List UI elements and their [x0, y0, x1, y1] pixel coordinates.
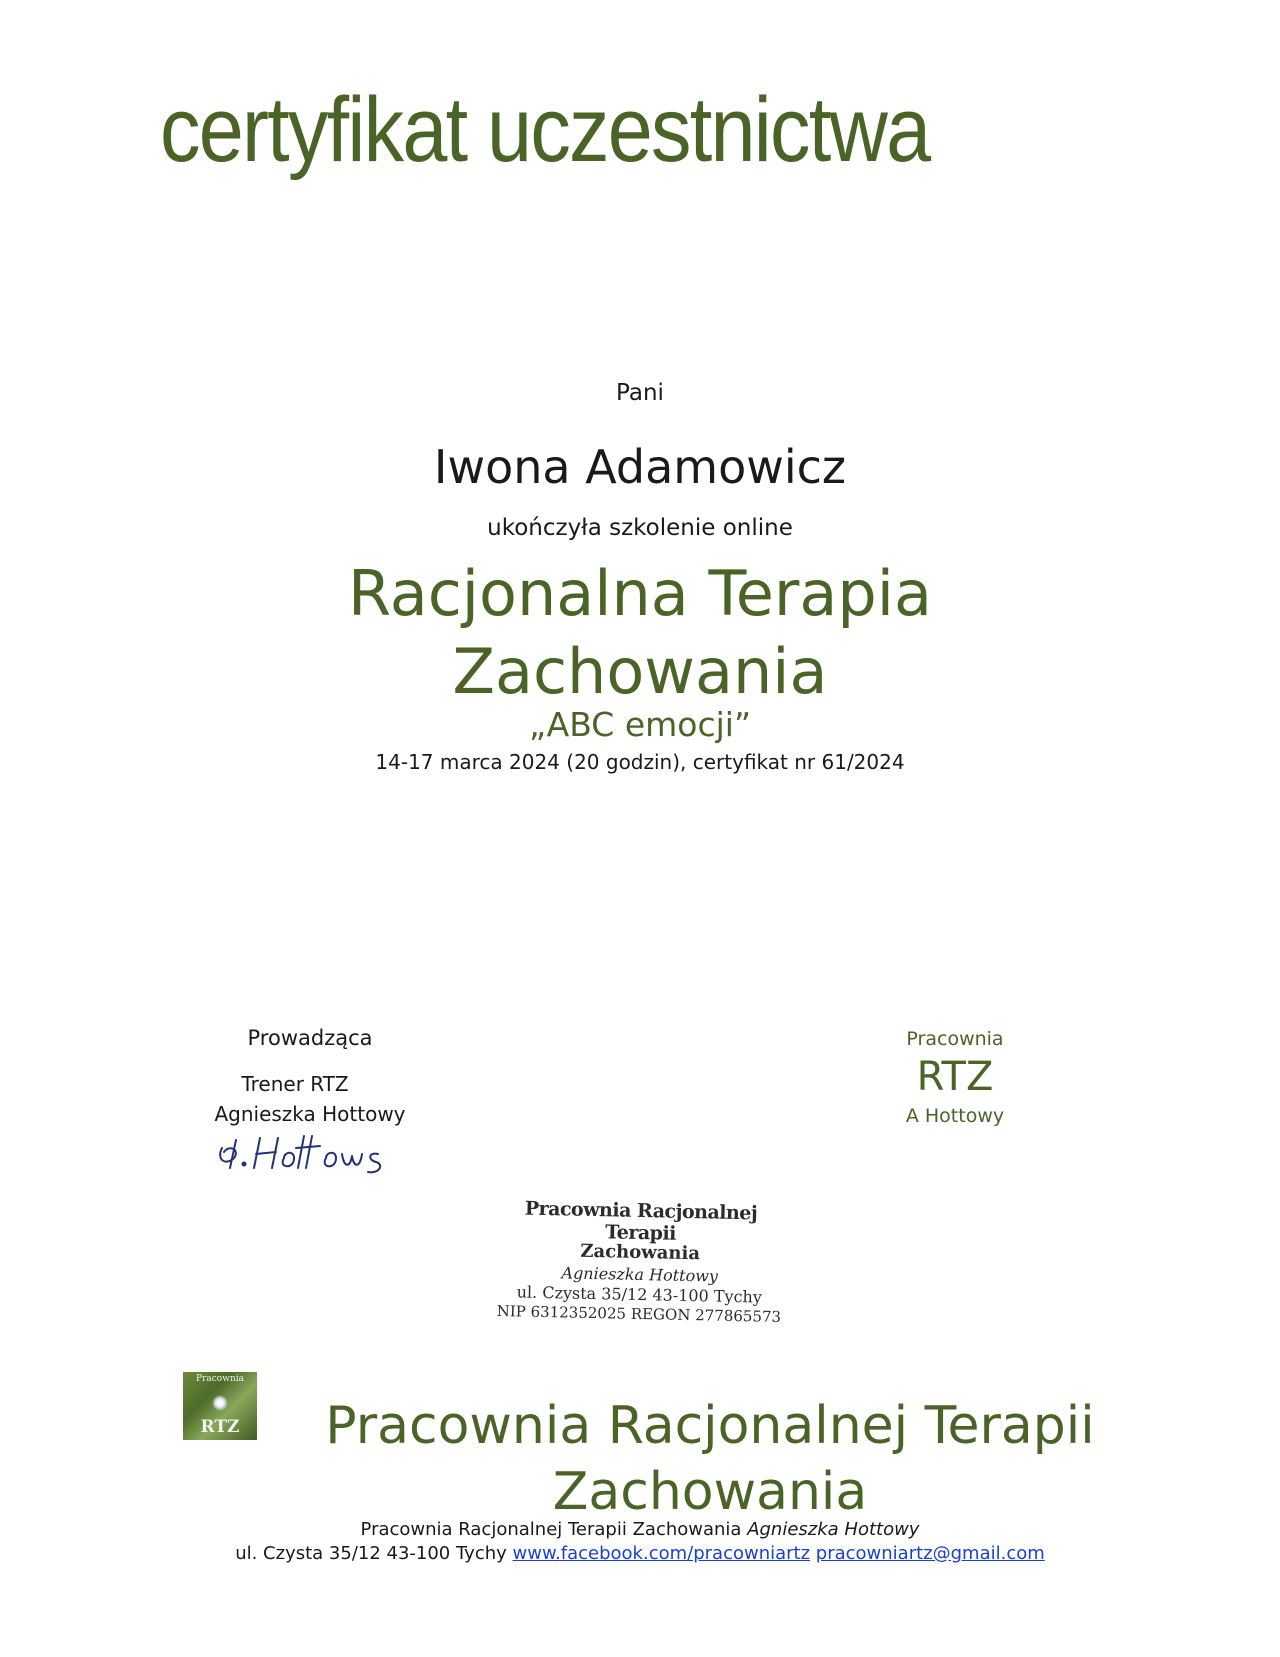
footer-address: ul. Czysta 35/12 43-100 Tychy: [235, 1543, 507, 1564]
course-name-line1: Racjonalna Terapia: [347, 557, 932, 630]
recipient-name: Iwona Adamowicz: [433, 440, 847, 494]
logo: [183, 1372, 257, 1440]
footer-org-line1: Pracownia Racjonalnej Terapii: [325, 1396, 1095, 1456]
logo-bottom-text: RTZ: [200, 1417, 240, 1437]
stamp-line5: NIP 6312352025 REGON 277865573: [496, 1302, 782, 1326]
salutation: Pani: [616, 380, 664, 406]
handwritten-signature: [212, 1128, 392, 1180]
flower-icon: [212, 1395, 228, 1411]
stamp-line4: ul. Czysta 35/12 43-100 Tychy: [516, 1282, 763, 1307]
stamp-line3: Agnieszka Hottowy: [561, 1263, 719, 1286]
stamp-line2: Zachowania: [580, 1240, 701, 1265]
org-label: Pracownia: [906, 1028, 1004, 1050]
leader-name: Agnieszka Hottowy: [214, 1102, 406, 1126]
course-name-line2: Zachowania: [452, 635, 828, 708]
logo-top-text: Pracownia: [196, 1374, 244, 1384]
stamp-line1: Pracownia Racjonalnej Terapii: [524, 1197, 758, 1245]
completion-text: ukończyła szkolenie online: [487, 515, 793, 541]
course-details: 14-17 marca 2024 (20 godzin), certyfikat nr 61/2024: [375, 750, 905, 774]
org-person: A Hottowy: [905, 1105, 1005, 1127]
leader-role: Trener RTZ: [241, 1072, 349, 1096]
org-abbreviation: RTZ: [916, 1054, 994, 1100]
leader-label: Prowadząca: [247, 1026, 373, 1050]
footer-line2: [0, 1543, 1280, 1564]
footer-line1: [0, 1519, 1280, 1540]
footer-org-name: [260, 1393, 1160, 1525]
email-link[interactable]: pracowniartz@gmail.com: [815, 1543, 1045, 1564]
course-subtitle: „ABC emocji”: [528, 705, 752, 744]
facebook-link[interactable]: www.facebook.com/pracowniartz: [512, 1543, 811, 1564]
certificate-title: certyfikat uczestnictwa: [160, 79, 930, 181]
course-name: [0, 555, 1280, 711]
company-stamp: [489, 1197, 792, 1326]
footer-org-line2: Zachowania: [552, 1462, 868, 1522]
footer-org-text: Pracownia Racjonalnej Terapii Zachowania: [360, 1519, 742, 1540]
footer-org-owner: Agnieszka Hottowy: [747, 1519, 920, 1540]
